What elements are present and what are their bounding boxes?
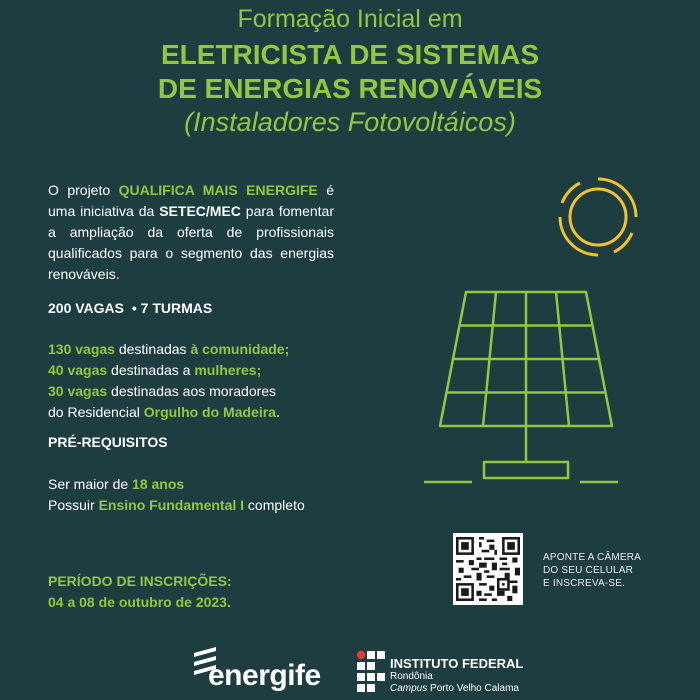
destination-line <box>48 360 289 381</box>
heading-subtitle: (Instaladores Fotovoltáicos) <box>184 107 516 137</box>
destination-line <box>48 381 289 402</box>
vagas-summary <box>48 300 212 316</box>
destination-count: 130 vagas <box>48 341 115 357</box>
qr-instruction-line: APONTE A CÂMERA <box>543 552 642 563</box>
qr-instructions <box>543 551 641 590</box>
prereq-highlight: Ensino Fundamental I <box>98 497 245 513</box>
destination-group: à comunidade; <box>190 341 290 357</box>
prereq-highlight: 18 anos <box>132 476 185 492</box>
qr-instruction-line: DO SEU CELULAR <box>543 565 634 576</box>
project-name: QUALIFICA MAIS ENERGIFE <box>118 182 318 198</box>
prereq-list <box>48 474 305 516</box>
solar-panel-icon <box>420 286 620 486</box>
if-campus-name: Porto Velho Calama <box>427 683 519 694</box>
heading-line-3: DE ENERGIAS RENOVÁVEIS <box>157 73 543 104</box>
if-campus-label: Campus <box>390 683 428 694</box>
qr-instruction-line: E INSCREVA-SE. <box>543 578 626 589</box>
intro-text: é uma iniciativa da <box>48 182 334 219</box>
destination-group: mulheres; <box>194 362 262 378</box>
instituto-federal-logo-mark <box>356 650 386 694</box>
energife-logo: energife <box>208 659 321 692</box>
vagas-destinations <box>48 339 289 423</box>
destination-text: do Residencial <box>48 404 144 420</box>
destination-count: 40 vagas <box>48 362 108 378</box>
qr-code[interactable] <box>453 533 523 605</box>
intro-text: para fomentar a ampliação da oferta de profissionais qualificados para o segmento das energias renováveis. <box>48 203 334 282</box>
qr-code-pattern <box>456 536 520 602</box>
destination-line <box>48 402 289 423</box>
intro-text: O projeto <box>48 182 119 198</box>
prereq-item <box>48 495 305 516</box>
vagas-total: 200 VAGAS <box>48 300 124 316</box>
destination-line <box>48 339 289 360</box>
registration-period-dates: 04 a 08 de outubro de 2023. <box>48 594 231 610</box>
heading-title <box>0 38 700 106</box>
intro-paragraph <box>48 180 334 285</box>
destination-text: destinadas <box>114 341 191 357</box>
registration-period-title: PERÍODO DE INSCRIÇÕES: <box>48 573 232 589</box>
prereq-text: completo <box>244 497 305 513</box>
if-name: INSTITUTO FEDERAL <box>390 656 524 671</box>
destination-group: Orgulho do Madeira. <box>143 404 280 420</box>
prereq-text: Possuir <box>48 497 99 513</box>
destination-text: destinadas aos moradores <box>107 383 277 399</box>
vagas-turmas: • 7 TURMAS <box>131 300 213 316</box>
prereq-item <box>48 474 305 495</box>
destination-count: 30 vagas <box>48 383 108 399</box>
if-campus <box>390 683 519 694</box>
org-name: SETEC/MEC <box>159 203 241 219</box>
prereq-text: Ser maior de <box>48 476 133 492</box>
if-state: Rondônia <box>390 671 433 682</box>
destination-text: destinadas a <box>107 362 195 378</box>
heading-line-1: Formação Inicial em <box>237 5 463 33</box>
sun-icon <box>556 175 640 259</box>
heading-line-2: ELETRICISTA DE SISTEMAS <box>160 39 540 70</box>
prereq-title: PRÉ-REQUISITOS <box>48 434 168 450</box>
